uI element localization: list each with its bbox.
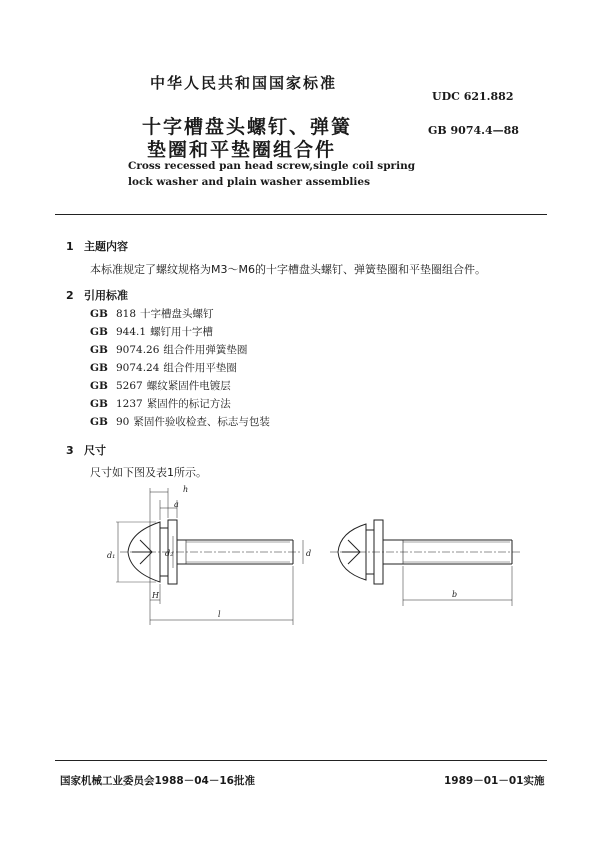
section-3-text: 尺寸如下图及表1所示。 <box>90 466 207 479</box>
title-line-1: 十字槽盘头螺钉、弹簧 <box>142 116 353 138</box>
reference-title: 组合件用平垫圈 <box>163 362 237 374</box>
reference-number: 1237 <box>116 398 143 410</box>
section-3-number: 3 <box>66 444 74 457</box>
label-H: H <box>152 591 159 600</box>
national-standard-heading: 中华人民共和国国家标准 <box>150 74 338 92</box>
reference-number: 818 <box>116 308 137 320</box>
english-title-line-1: Cross recessed pan head screw,single coil spring <box>128 160 416 172</box>
label-d: d <box>306 549 312 558</box>
label-d1: d₁ <box>107 551 116 560</box>
section-1-number: 1 <box>66 240 74 253</box>
effective-date: 1989－01－01实施 <box>444 775 545 787</box>
reference-prefix: GB <box>90 380 108 392</box>
reference-number: 9074.26 <box>116 344 160 356</box>
reference-title: 紧固件验收检查、标志与包装 <box>133 416 270 428</box>
reference-prefix: GB <box>90 308 108 320</box>
reference-prefix: GB <box>90 416 108 428</box>
reference-number: 5267 <box>116 380 143 392</box>
standard-number: GB 9074.4—88 <box>428 124 519 137</box>
label-a: a <box>174 500 179 509</box>
reference-number: 944.1 <box>116 326 147 338</box>
footer-divider <box>55 760 547 761</box>
section-1-title: 主题内容 <box>84 240 128 253</box>
reference-number: 90 <box>116 416 130 428</box>
reference-title: 螺钉用十字槽 <box>150 326 214 338</box>
label-l: l <box>218 610 221 619</box>
reference-title: 组合件用弹簧垫圈 <box>163 344 248 356</box>
title-line-2: 垫圈和平垫圈组合件 <box>147 139 337 161</box>
label-h: h <box>183 485 189 494</box>
reference-number: 9074.24 <box>116 362 160 374</box>
udc-number: UDC 621.882 <box>432 90 514 103</box>
approval-text: 国家机械工业委员会1988－04－16批准 <box>60 775 255 787</box>
english-title-line-2: lock washer and plain washer assemblies <box>128 176 371 188</box>
section-3-title: 尺寸 <box>84 444 106 457</box>
screw-assembly-left <box>116 488 303 625</box>
reference-title: 十字槽盘头螺钉 <box>140 308 214 320</box>
reference-title: 紧固件的标记方法 <box>146 398 231 410</box>
section-2-title: 引用标准 <box>84 289 128 302</box>
screw-assembly-right <box>330 520 520 606</box>
label-d2: d₂ <box>165 549 174 558</box>
section-2-number: 2 <box>66 289 74 302</box>
reference-prefix: GB <box>90 362 108 374</box>
reference-prefix: GB <box>90 398 108 410</box>
reference-prefix: GB <box>90 344 108 356</box>
reference-title: 螺纹紧固件电镀层 <box>146 380 231 392</box>
label-b: b <box>452 590 458 599</box>
reference-prefix: GB <box>90 326 108 338</box>
section-1-text: 本标准规定了螺纹规格为M3～M6的十字槽盘头螺钉、弹簧垫圈和平垫圈组合件。 <box>90 263 486 276</box>
